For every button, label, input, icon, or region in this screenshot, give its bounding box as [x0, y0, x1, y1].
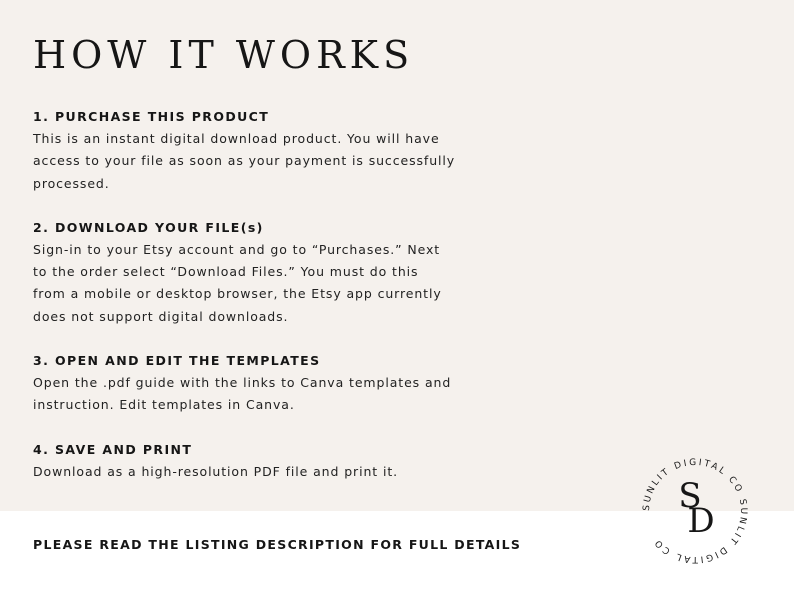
step-text-line: Sign-in to your Etsy account and go to “Purchases.” Next: [33, 241, 441, 257]
step-text-line: processed.: [33, 175, 110, 191]
logo-seal: [630, 446, 760, 576]
brand-logo: [630, 446, 760, 576]
step-4: [33, 439, 533, 483]
steps-list: [33, 106, 533, 505]
step-heading: 2. DOWNLOAD YOUR FILE(s): [33, 219, 264, 235]
step-3: [33, 350, 533, 417]
step-1: [33, 106, 533, 195]
page-title: HOW IT WORKS: [33, 33, 415, 77]
step-text-line: to the order select “Download Files.” You must do this: [33, 264, 419, 280]
step-heading: 1. PURCHASE THIS PRODUCT: [33, 109, 270, 124]
step-text-line: instruction. Edit templates in Canva.: [33, 397, 295, 413]
logo-monogram-d: D: [687, 501, 715, 541]
logo-monogram-s: S: [678, 476, 702, 516]
step-heading: 3. OPEN AND EDIT THE TEMPLATES: [33, 353, 321, 369]
step-text-line: does not support digital downloads.: [33, 308, 289, 324]
step-text-line: This is an instant digital download product. You will have: [33, 131, 440, 146]
step-text-line: access to your file as soon as your payment is successfully: [33, 153, 456, 169]
step-text-line: from a mobile or desktop browser, the Etsy app currently: [33, 286, 442, 302]
logo-ring-text: SUNLIT DIGITAL CO SUNLIT DIGITAL CO: [641, 457, 749, 565]
step-2: [33, 217, 533, 328]
step-text-line: Open the .pdf guide with the links to Canva templates and: [33, 375, 452, 391]
step-heading: 4. SAVE AND PRINT: [33, 441, 193, 457]
step-text-line: Download as a high-resolution PDF file and print it.: [33, 463, 398, 479]
listing-note: PLEASE READ THE LISTING DESCRIPTION FOR FULL DETAILS: [33, 537, 522, 552]
